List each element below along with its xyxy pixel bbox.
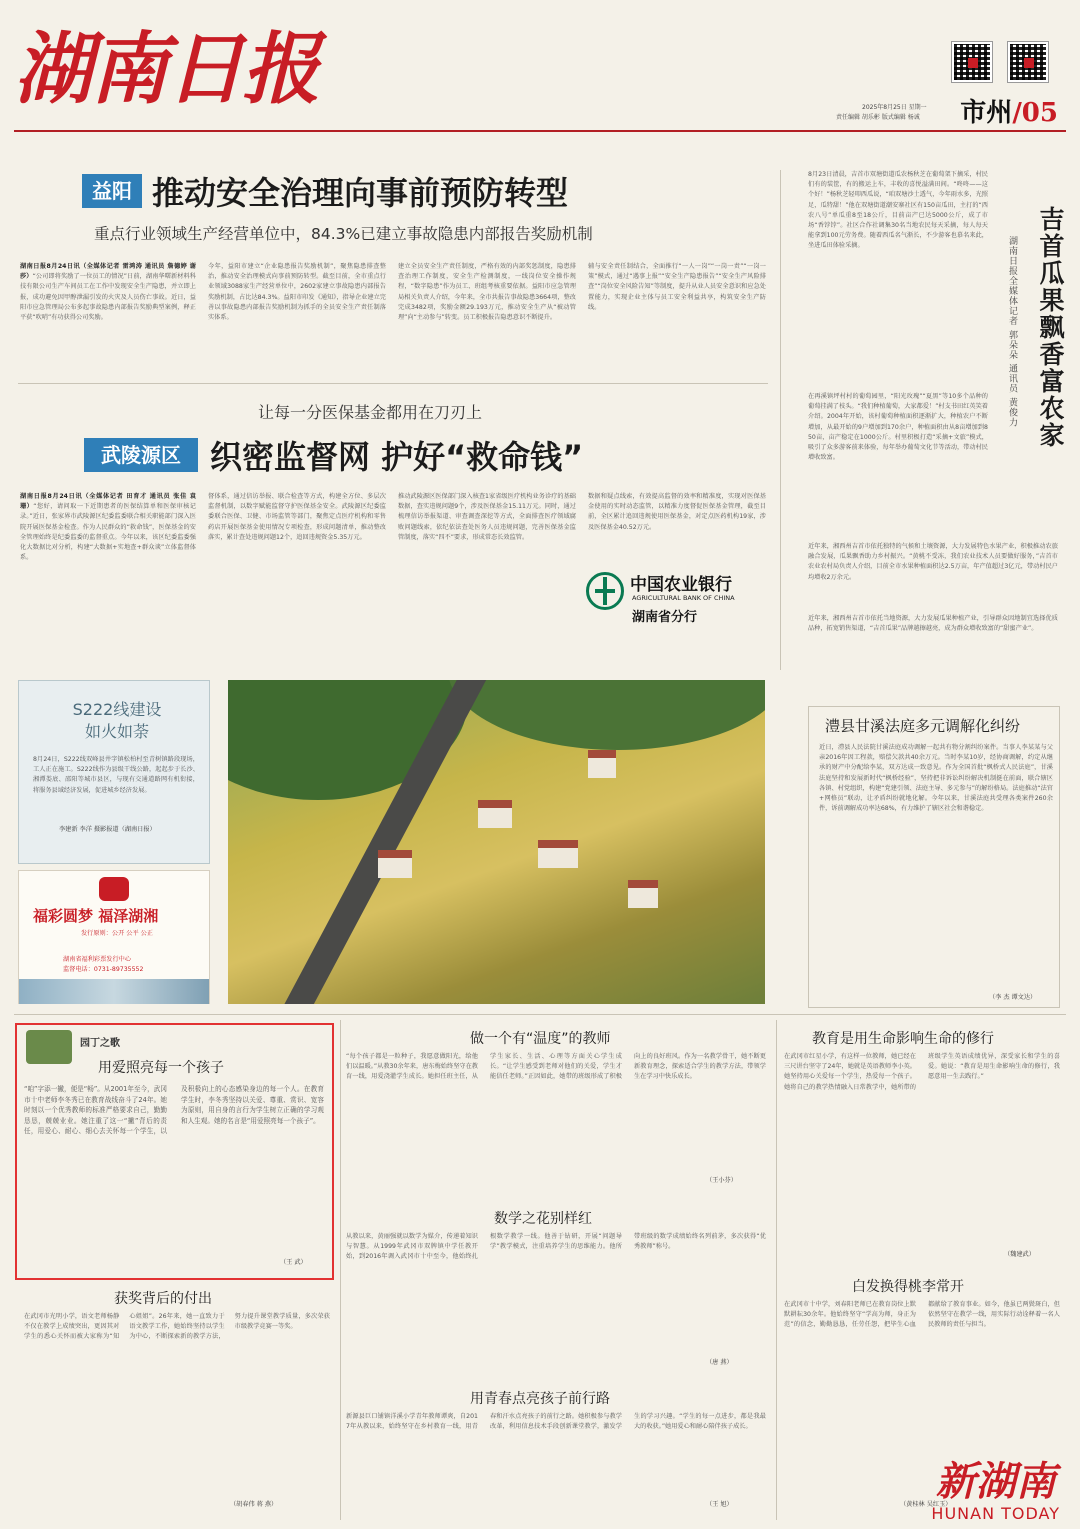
bank-branch: 湖南省分行 — [632, 610, 698, 625]
city-skyline-image — [19, 979, 209, 1004]
photo-house — [588, 750, 616, 778]
kicker-wuling: 让每一分医保基金都用在刀刃上 — [258, 403, 483, 422]
article-credit: （王 旭） — [706, 1501, 733, 1508]
article-column: 近年来，湘西州吉首市依托独特的气候和土壤资源，大力发展特色水果产业，积极推动农旅融合发展，瓜果飘香助力乡村振兴。“黄桃不受冻，我们农业技术人员要做好服务，”吉首市农业农村局负责人介绍，目前全市水果种植面积达2.5万亩，年产值超过3亿元，带动村民户均增收2万余元。 — [808, 543, 1058, 581]
photo-house — [538, 840, 578, 868]
photo-news-box — [18, 680, 210, 864]
article-text: 新源县巨口铺镇洋溪小学青年教师谭爽，自2017年从教以来，始终坚守在乡村教育一线，用青春和汗水点亮孩子的前行之路。她积极参与教学改革，利用信息技术手段创新课堂教学，激发学生的学习兴趣。“学生的每一点进步，都是我最大的收获。”她用爱心和耐心陪伴孩子成长。 — [346, 1413, 766, 1431]
abc-bank-logo-icon — [586, 572, 624, 610]
story-title[interactable]: 用青春点亮孩子前行路 — [470, 1391, 610, 1407]
region-tag-yiyang: 益阳 — [82, 174, 142, 208]
column-name: 园丁之歌 — [80, 1038, 120, 1049]
byline: 湖南日报8月24日讯（全媒体记者 雷鸿涛 通讯员 詹德婷 谢莎） — [20, 263, 196, 281]
article-column: 在再溪镇坪村村的葡萄园里，“阳光玫瑰”“夏黑”等10多个品种的葡萄挂满了枝头。“我们种植葡萄，大家都爱！”村支书田红英笑着介绍。2004年开始，该村葡萄种植面积逐渐扩大，种植农户不断增加，从最开始的9户增加到170余户，种植面积由从8亩增加到850亩，亩产稳定在1000公斤。村里积极打造“采摘+文旅”模式，吸引了众多游客前来体验，每年举办葡萄文化节等活动，带动村民增收致富。 — [808, 393, 988, 462]
photo-credit: 李建新 李洋 摄影报道（湖南日报） — [59, 826, 156, 833]
article-text: “公司即将奖励了一位员工的情况”日前，湖南华曙新材料科技有限公司生产车间员工在工作中发现安全生产隐患，并立即上报，成功避免因甲醇泄漏引发的火灾及人员伤亡事故。近日，益阳市应急管理局公布多起事故隐患内部报告奖励典型案例，释正平获“吹哨”有功获得公司奖励。 — [20, 273, 196, 322]
lottery-principles: 发行原则：公开 公平 公正 — [81, 930, 153, 937]
article-column: 辅与安全责任制结合，全面推行“一人一岗”“一岗一责”“一岗一策”模式，通过“遇事上报”“安全生产隐患报告”“安全生产风险排查”“岗位安全风险告知”等制度，提升从业人员安全意识和应急处置能力，实现企业主体与员工安全利益共享，构筑安全生产防线。 — [588, 263, 766, 311]
lixian-box — [808, 706, 1060, 1008]
article-text: “每个孩子都是一粒种子，我愿意做阳光，给他们以温暖。”从教30余年来，唐东梅始终坚守在教育一线，用爱浇灌学生成长。她担任班主任，从学生家长、生活、心理等方面关心学生成长。“让学生感受到老师对他们的关爱，学生才能信任老师。”正因如此，她带的班级形成了积极向上的良好班风。作为一名教学骨干，她不断更新教育理念，探索适合学生的教学方法，带领学生在学习中快乐成长。 — [346, 1053, 766, 1081]
lottery-ad[interactable] — [18, 870, 210, 1004]
headline-yiyang[interactable]: 推动安全治理向事前预防转型 — [152, 174, 569, 212]
photo-caption: 8月24日，S222线双峰县井字镇松柏村至青树镇路段现场，工人正在施工。S222线作为县级干线公路，起起步于长沙、湘潭娄底、邵阳等城市县区，与现有交通道路网有机衔接，将服务县域经济发展，促进城乡经济发展。 — [33, 756, 199, 794]
watermark-en: HUNAN TODAY — [931, 1504, 1060, 1523]
story-title[interactable]: 白发换得桃李常开 — [852, 1279, 964, 1295]
article-credit: （黄桂林 吴红玉） — [900, 1501, 952, 1508]
rural-road-photo[interactable] — [228, 680, 765, 1004]
headline-jishou[interactable]: 吉首瓜果飘香富农家 — [1036, 206, 1065, 449]
article-column — [20, 262, 196, 374]
column-rule — [780, 170, 781, 670]
photo-hill — [448, 680, 765, 750]
page-number: /05 — [1012, 98, 1058, 128]
article-column: 推动武陵源区医保部门深入核查1家省级医疗机构业务诊疗的基础数据，查实违规问题9个，涉及医保基金15.11万元。同时，通过梳理信访举报渠道、审查调查深挖等方式，全面排查医疗领域腐败问题线索，依纪依法查处医务人员违规问题，完善医保基金监管制度，落实“四不”要求，形成常态长效监管。 — [398, 493, 576, 541]
article-column: 督体系，通过信访举报、联合检查等方式，构建全方位、多层次监督机制，以数字赋能监督守护医保基金安全。武陵源区纪委监委联合医保、卫健、市场监管等部门，聚焦定点医疗机构和零售药店开展医保基金使用情况专项检查，形成问题清单，推动整改落实，累计查处违规问题12个，追回违规资金5.35万元。 — [208, 493, 386, 541]
column-rule — [340, 1020, 341, 1520]
lottery-slogan-title: 福彩圆梦 福泽湖湘 — [33, 907, 159, 925]
article-column: 数据和疑点线索，有效提高监督的效率和精准度，实现对医保基金使用的实时动态监管，以精准力度督促医保基金管理，截至目前，全区累计追回违规使用医保基金，对定点医药机构19家，涉及医保基金40.52万元。 — [588, 493, 766, 531]
bank-name: 中国农业银行 — [630, 575, 732, 595]
masthead-rule — [14, 130, 1066, 132]
photo-news-title[interactable]: S222线建设如火如荼 — [72, 700, 162, 741]
section-name: 市州 — [960, 98, 1013, 128]
welfare-lottery-logo-icon — [99, 877, 129, 901]
divider — [18, 383, 768, 384]
story-title[interactable]: 用爱照亮每一个孩子 — [98, 1060, 224, 1076]
article-credit: （胡春伟 蒋 燕） — [230, 1501, 278, 1508]
article-column — [20, 492, 196, 626]
column-rule — [776, 1020, 777, 1520]
article-text: 在武冈市光明小学，语文老师杨静不仅在教学上成绩突出，更因其对学生的悉心关怀而被大家称为“知心姐姐”。26年来，她一直致力于语文教学工作，她始终坚持以学生为中心，不断探索新的教学方法，努力提升课堂教学质量，多次荣获市级教学竞赛一等奖。 — [24, 1313, 330, 1341]
article-text: 在武冈市十中学，刘春阳老师已在教育岗位上默默耕耘30余年。他始终坚守“学高为师，身正为范”的信念，勤勤恳恳，任劳任怨，把毕生心血都献给了教育事业。如今，他虽已两鬓斑白，但依然坚守在教学一线，用实际行动诠释着一名人民教师的责任与担当。 — [784, 1301, 1060, 1329]
region-tag-wuling: 武陵源区 — [84, 438, 198, 472]
hunan-today-watermark — [931, 1460, 1060, 1523]
story-title[interactable]: 获奖背后的付出 — [114, 1291, 212, 1307]
byline-jishou: 湖南日报全媒体记者 郭朵朵 通讯员 黄俊力 — [1007, 236, 1017, 428]
article-column: 近年来，湘西州吉首市依托当地资源，大力发展瓜果种植产业，引导群众因地制宜选择优质品种，拓宽销售渠道，“吉首瓜果”品牌越擦越亮，成为群众增收致富的“甜蜜产业”。 — [808, 615, 1058, 633]
date-line: 2025年8月25日 星期一 — [862, 104, 927, 111]
photo-house — [628, 880, 658, 908]
article-text: 在武冈市红星小学，有这样一位教师，她已经在三尺讲台坚守了24年，她就是英语教师李小英。她坚持用心关爱每一个学生，热爱每一个孩子。她将自己的教学热情融入日常教学中，她所带的班级学生英语成绩优异，深受家长和学生的喜爱。她说：“教育是用生命影响生命的修行，我愿意用一生去践行。” — [784, 1053, 1060, 1091]
article-credit: （魏建武） — [1004, 1251, 1035, 1258]
bank-ad[interactable] — [586, 568, 766, 628]
lottery-org: 湖南省福利彩票发行中心 — [63, 956, 132, 963]
photo-house — [378, 850, 412, 878]
article-text: “咱”字添一撇，便是“畅”。从2001年至今，武冈市十中老师李冬秀已在教育战线奋斗了24年。她时刻以一个优秀教师的标准严格要求自己，勤勤恳恳，兢兢业业。她注重了这一“撇”背后的责任，用爱心、耐心、细心去关怀每一个学生，以及积极向上的心态感染身边的每一个人。在教育学生时，李冬秀坚持以关爱、尊重、赏识、宽容为原则，用自身的言行为学生树立正确的学习观和人生观。她的名言是“用爱照亮每一个孩子”。 — [24, 1085, 324, 1136]
article-text: 从教以来，黄丽强就以数学为媒介，传递着知识与智慧。从1999年武冈市双牌镇中学任教开始，到2016年调入武冈市十中至今，他始终扎根数学教学一线。他善于钻研，开展“问题导学”教学模式，注重培养学生的思维能力。他所带班级的数学成绩始终名列前茅，多次获得“优秀教师”称号。 — [346, 1233, 766, 1261]
headline-wuling[interactable]: 织密监督网 护好“救命钱” — [210, 438, 584, 476]
headline-lixian[interactable]: 澧县甘溪法庭多元调解化纠纷 — [825, 717, 1021, 735]
story-title[interactable]: 做一个有“温度”的教师 — [470, 1031, 611, 1047]
article-credit: （王 武） — [280, 1259, 307, 1266]
column-logo-icon — [26, 1030, 72, 1064]
article-credit: （王小芬） — [706, 1177, 737, 1184]
section-title — [960, 92, 1058, 129]
story-title[interactable]: 教育是用生命影响生命的修行 — [812, 1031, 994, 1047]
lottery-phone: 监督电话：0731-89735552 — [63, 966, 144, 973]
story-title[interactable]: 数学之花别样红 — [494, 1211, 592, 1227]
article-text: 近日，澧县人民法院甘溪法庭成功调解一起共有物分割纠纷案件。当事人李某某与父亲2016年因工程款，赔偿欠款共40余万元。当时李某10岁，经协商调解，约定从继承的财产中分配给李某，双方达成一致意见。作为全国首批“枫桥式人民法庭”，甘溪法庭坚持和发展新时代“枫桥经验”，坚持把非诉讼纠纷解决机制挺在前面，联合辖区各镇、村党组织，构建“党建引领、法庭主导、多元参与”的解纷格局。法庭推动“法官+网格员”联动，让矛盾纠纷就地化解。今年以来，甘溪法庭共受理各类案件260余件，诉前调解成功率达68%，有力维护了辖区社会和谐稳定。 — [819, 744, 1053, 813]
article-text: “您好，请问取一下近期患者的医保结算单和医保审核记录。”近日，张家界市武陵源区纪委监委联合相关职能部门深入医院开展医保基金检查。作为人民群众的“救命钱”，医保基金的安全管理始终是纪委监委的监督重点。今年以来，该区纪委监委强化大数据比对分析，构建“大数据+实地查+群众谈”立体监督体系。 — [20, 503, 196, 562]
article-column: 今年，益阳市建立“企业隐患报告奖励机制”，聚焦隐患排查整治，推动安全治理模式向事前预防转型。截至目前，全市重点行业领域3088家生产经营单位中，2602家建立事故隐患内部报告奖励机制，占比达84.3%。益阳市印发《通知》，指导企业建立完善以事故隐患内部报告奖励机制为抓手的全员安全生产责任制落实体系。 — [208, 263, 386, 322]
subhead-yiyang: 重点行业领域生产经营单位中，84.3%已建立事故隐患内部报告奖励机制 — [94, 225, 593, 243]
divider — [14, 1014, 1066, 1015]
article-column: 8月23日清晨，吉首市双塘街道瓜农杨秋芝在葡萄架下摘采，村民们有的装筐，有的搬运上车，丰收的喜悦溢满田间。“咚咚——这个好！”杨秋芝轻叩西瓜说，“咱双塘沙土透气，今年雨水多，光照足，瓜特甜！”他在双塘街道潮安寨社区有150亩瓜田，主打的“西农八号”单瓜重8至18公斤，目前亩产已达5000公斤，成了市场“香饽饽”。社区合作社调集30名当地农民每天采摘，每人每天能拿到100元劳务费。随着西瓜名气渐长，不少游客也慕名来此，坐进瓜田体验采摘。 — [808, 171, 988, 250]
article-credit: （李 杰 谭文达） — [989, 994, 1037, 1001]
article-credit: （唐 燕） — [706, 1359, 733, 1366]
byline: 湖南日报8月24日讯（全媒体记者 田育才 通讯员 张佳 袁珊） — [20, 493, 196, 511]
photo-house — [478, 800, 512, 828]
qr-code-icon[interactable] — [952, 42, 992, 82]
qr-code-icon[interactable] — [1008, 42, 1048, 82]
watermark-cn: 新湖南 — [935, 1459, 1056, 1505]
bank-name-en: AGRICULTURAL BANK OF CHINA — [632, 594, 735, 602]
editors-line: 责任编辑 胡乐彬 版式编辑 杨诚 — [836, 114, 920, 121]
masthead-logo: 湖南日报 — [14, 24, 319, 115]
article-column: 建立全员安全生产责任制度，严格有效的内部奖惩制度，隐患排查治理工作制度，安全生产检测制度，一线岗位安全操作规程，“数字隐患”作为员工、班组考核重要依据。益阳市应急管理局相关负责人介绍，今年来，全市共报告事故隐患3664项，整改完成3482项，奖励金额29.193万元，推动安全生产从“被动管理”向“主动参与”转变。员工积极报告隐患意识不断提升。 — [398, 263, 576, 322]
